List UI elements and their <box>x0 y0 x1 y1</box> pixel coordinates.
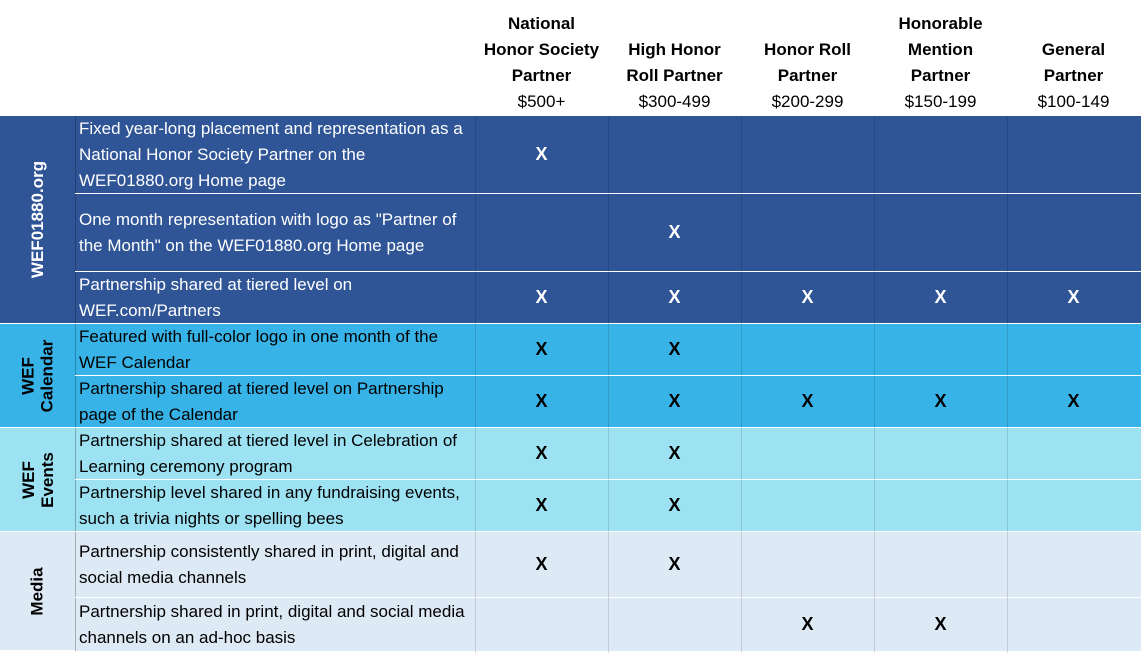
column-name: Honorable <box>898 14 983 33</box>
tier-check-mark: X <box>535 339 548 359</box>
benefit-description: Partnership shared at tiered level in Celebration of Learning ceremony program <box>75 428 475 479</box>
benefit-description: One month representation with logo as "Partner of the Month" on the WEF01880.org Home page <box>75 194 475 271</box>
benefit-description: Partnership shared in print, digital and social media channels on an ad-hoc basis <box>75 598 475 651</box>
column-divider <box>475 116 476 653</box>
tier-check-mark: X <box>668 554 681 574</box>
column-name: Honor Roll <box>764 40 851 59</box>
tier-check-mark: X <box>668 339 681 359</box>
benefit-description: Partnership consistently shared in print, digital and social media channels <box>75 532 475 597</box>
benefit-description: Featured with full-color logo in one month of the WEF Calendar <box>75 324 475 375</box>
tier-check-mark: X <box>934 287 947 307</box>
column-header <box>874 0 1007 116</box>
benefit-description: Partnership level shared in any fundraising events, such a trivia nights or spelling bees <box>75 480 475 531</box>
column-divider <box>1007 116 1008 653</box>
group-label: WEF Calendar <box>18 339 57 412</box>
column-name: Partner <box>777 66 838 85</box>
column-divider <box>608 116 609 653</box>
benefit-description: Partnership shared at tiered level on Partnership page of the Calendar <box>75 376 475 427</box>
tier-check-mark: X <box>668 222 681 242</box>
column-price: $500+ <box>517 92 566 111</box>
column-name: Honor Society <box>483 40 600 59</box>
tier-check-mark: X <box>668 443 681 463</box>
column-name: General <box>1041 40 1106 59</box>
group-label: WEF01880.org <box>28 160 47 279</box>
tier-check-mark: X <box>535 554 548 574</box>
column-name: Partner <box>1043 66 1104 85</box>
group-label-cell <box>0 116 75 324</box>
column-header <box>475 0 608 116</box>
column-name: High Honor <box>628 40 721 59</box>
column-name: Roll Partner <box>626 66 723 85</box>
group-label-cell <box>0 324 75 428</box>
tier-check-mark: X <box>668 495 681 515</box>
tier-check-mark: X <box>801 287 814 307</box>
column-price: $100-149 <box>1037 92 1110 111</box>
group-label-cell <box>0 532 75 651</box>
column-name: Partner <box>910 66 971 85</box>
column-price: $150-199 <box>904 92 977 111</box>
group-label: Media <box>28 566 47 616</box>
tier-check-mark: X <box>668 287 681 307</box>
tier-check-mark: X <box>801 614 814 634</box>
column-price: $200-299 <box>771 92 844 111</box>
column-header <box>608 0 741 116</box>
column-divider <box>741 116 742 653</box>
column-price: $300-499 <box>638 92 711 111</box>
column-divider <box>874 116 875 653</box>
tier-check-mark: X <box>535 287 548 307</box>
tier-check-mark: X <box>535 443 548 463</box>
tier-check-mark: X <box>1067 287 1080 307</box>
tier-check-mark: X <box>668 391 681 411</box>
column-name: Partner <box>511 66 572 85</box>
column-name: Mention <box>907 40 974 59</box>
group-label-cell <box>0 428 75 532</box>
column-header <box>1007 0 1140 116</box>
group-label: WEF Events <box>18 451 57 508</box>
tier-check-mark: X <box>934 391 947 411</box>
column-header <box>741 0 874 116</box>
tier-check-mark: X <box>934 614 947 634</box>
tier-check-mark: X <box>535 495 548 515</box>
benefit-description: Partnership shared at tiered level on WEF.com/Partners <box>75 272 475 323</box>
tier-check-mark: X <box>801 391 814 411</box>
benefit-description: Fixed year-long placement and representation as a National Honor Society Partner on the WEF01880.org Home page <box>75 116 475 193</box>
tier-check-mark: X <box>1067 391 1080 411</box>
column-name: National <box>507 14 576 33</box>
tier-check-mark: X <box>535 391 548 411</box>
tier-check-mark: X <box>535 144 548 164</box>
